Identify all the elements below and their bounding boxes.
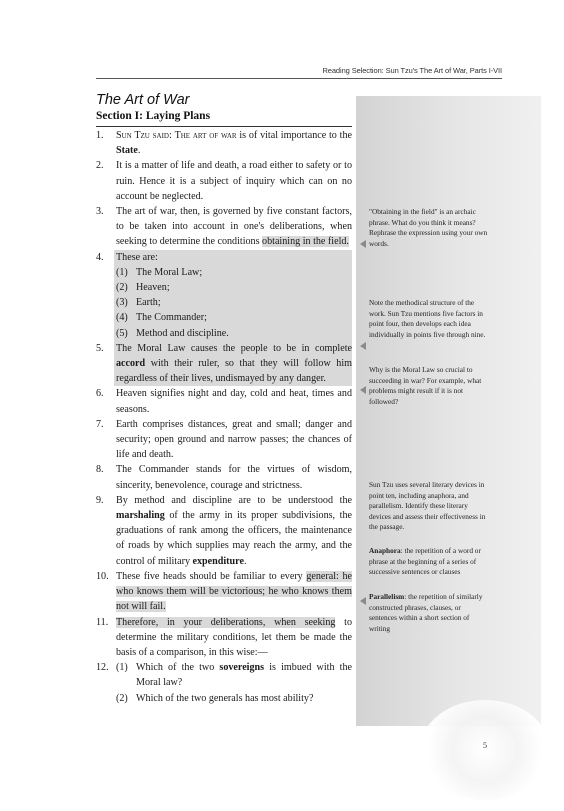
header-rule: [96, 78, 502, 79]
list-item-7: 7. Earth comprises distances, great and small; danger and security; open ground and narrow passes; the chances of life and death.: [96, 418, 352, 461]
list-item-6: 6. Heaven signifies night and day, cold and heat, times and seasons.: [96, 388, 352, 415]
margin-note-1: "Obtaining in the field" is an archaic phrase. What do you think it means? Rephrase the expression using your own words.: [369, 207, 488, 248]
list-item-9: 9. By method and discipline are to be understood the marshaling of the army in its proper subdivisions, the graduations of rank among the officers, the maintenance of roads by which supplies may reach the army, and the control of military expenditure.: [96, 494, 352, 567]
section-title: Section I: Laying Plans: [96, 110, 211, 122]
margin-note-parallelism: Parallelism: the repetition of similarly constructed phrases, clauses, or sentences within a short section of writing: [369, 592, 483, 633]
list-item-3: 3. The art of war, then, is governed by five constant factors, to be taken into account in one's deliberations, when seeking to determine the conditions obtaining in the field.: [96, 206, 352, 248]
list-item-10: 10. These five heads should be familiar to every general: he who knows them will be victorious; he who knows them not will fail.: [96, 570, 353, 613]
list-item-4: 4. These are: (1) The Moral Law; (2) Heaven; (3) Earth; (4) The Commander; (5) Method and discipline.: [96, 250, 352, 341]
margin-note-2: Note the methodical structure of the work. Sun Tzu mentions five factors in point four, then develops each idea individually in points five through nine.: [369, 298, 486, 339]
list-item-5: 5. The Moral Law causes the people to be in complete accord with their ruler, so that they will follow him regardless of their lives, undismayed by any danger.: [96, 341, 352, 387]
note-pointer-arrow: [360, 386, 366, 394]
margin-note-4: Sun Tzu uses several literary devices in point ten, including anaphora, and parallelism. Identify these literary devices and assess their effectiveness in the passage.: [369, 480, 486, 531]
list-item-1: 1. Sun Tzu said: The art of war is of vital importance to the State.: [96, 130, 352, 157]
margin-note-3: Why is the Moral Law so crucial to succeeding in war? For example, what problems might result if it is not followed?: [369, 365, 482, 406]
note-pointer-arrow: [360, 597, 366, 605]
list-item-12: 12. (1) Which of the two sovereigns is imbued with the Moral law? (2) Which of the two generals has most ability?: [96, 662, 352, 704]
numbered-list: [96, 128, 352, 706]
highlight: The Moral Law causes the people to be in complete accord with their ruler, so that they will follow him regardless of their lives, undismayed by any danger.: [114, 341, 352, 387]
page-number: 5: [483, 741, 487, 750]
highlight: Therefore, in your deliberations, when seeking: [116, 616, 336, 628]
highlight: These are: (1) The Moral Law; (2) Heaven; (3) Earth; (4) The Commander; (5) Method and discipline.: [114, 250, 352, 341]
running-header: Reading Selection: Sun Tzu's The Art of War, Parts I-VII: [322, 66, 502, 75]
margin-note-anaphora: Anaphora: the repetition of a word or phrase at the beginning of a series of successive sentences or clauses: [369, 546, 481, 576]
list-item-8: 8. The Commander stands for the virtues of wisdom, sincerity, benevolence, courage and strictness.: [96, 464, 352, 491]
section-rule: [96, 126, 352, 127]
highlight: general: he who knows them will be victorious; he who knows them not will fail.: [116, 570, 353, 613]
page-title: The Art of War: [96, 92, 190, 108]
list-item-2: 2. It is a matter of life and death, a road either to safety or to ruin. Hence it is a subject of inquiry which can on no account be neglected.: [96, 160, 352, 202]
note-pointer-arrow: [360, 342, 366, 350]
list-item-11: 11. Therefore, in your deliberations, when seeking to determine the military conditions, let them be made the basis of a comparison, in this wise:—: [96, 616, 352, 658]
highlight: obtaining in the field.: [262, 236, 349, 248]
note-pointer-arrow: [360, 240, 366, 248]
decorative-circle: [420, 700, 550, 800]
